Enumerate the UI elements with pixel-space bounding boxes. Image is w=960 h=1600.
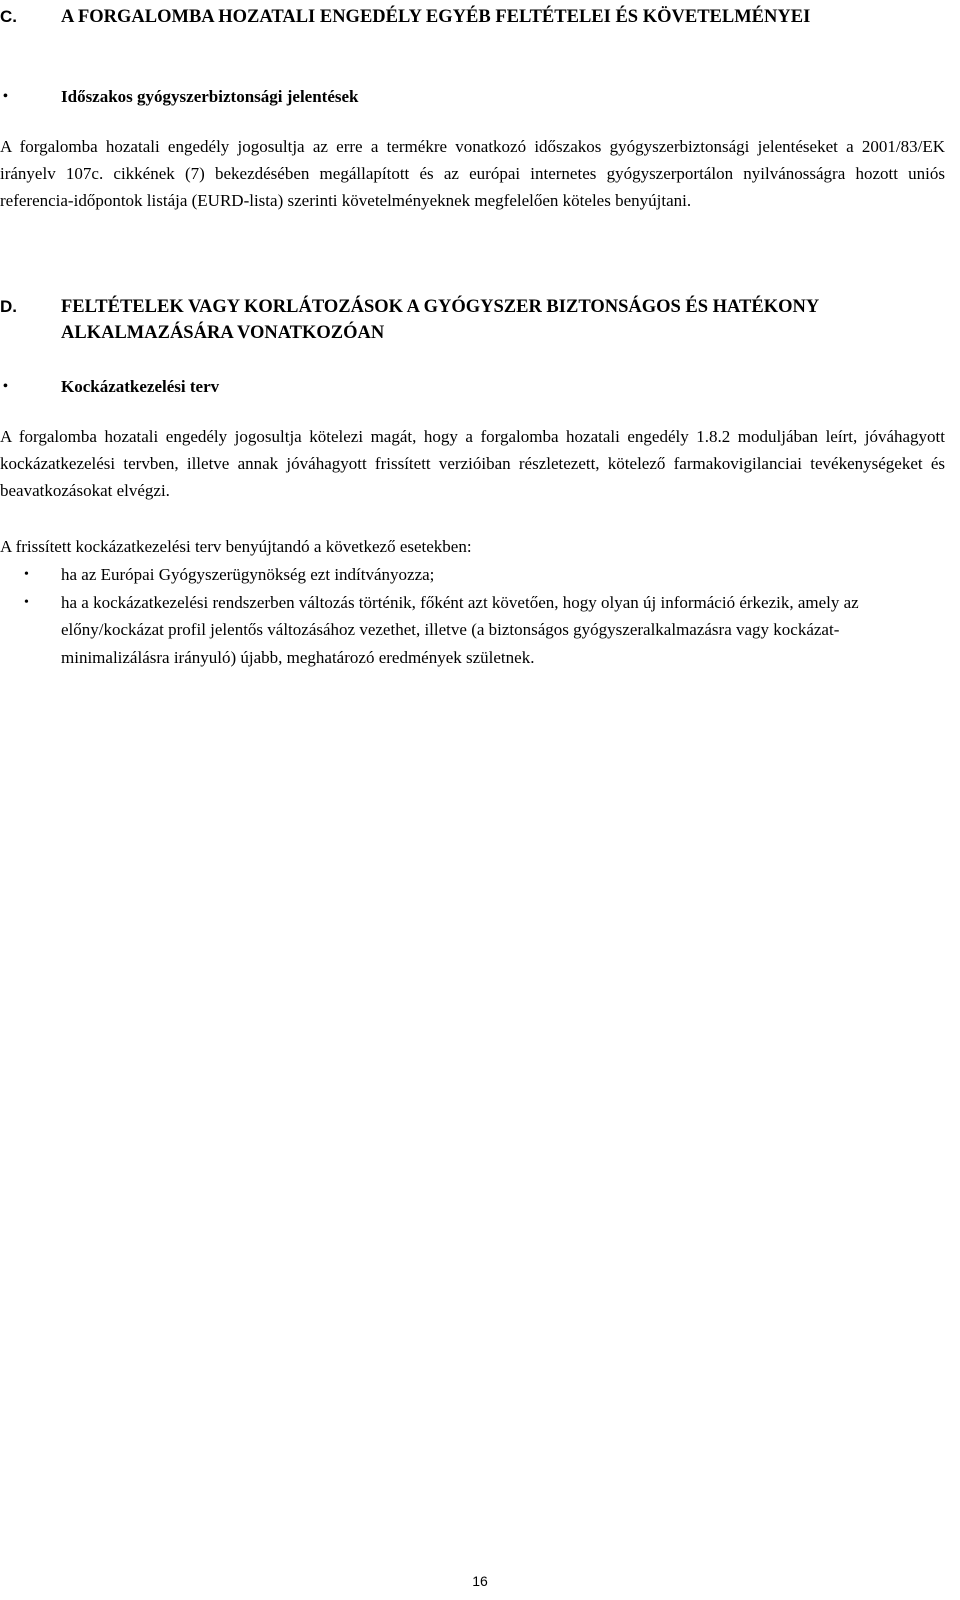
page-number: 16: [472, 1573, 488, 1589]
list-item: [0, 561, 945, 589]
list-item-text: ha a kockázatkezelési rendszerben változás történik, főként azt követően, hogy olyan új információ érkezik, amely az előny/kockázat profil jelentős változásához vezethet, illetve (a biztonságos gyógyszeralkalmazásra vagy kockázat-minimalizálásra irányuló) újabb, meghatározó eredmények születnek.: [61, 592, 859, 667]
section-d-item-title: [0, 374, 900, 400]
bullet-icon: •: [24, 594, 29, 610]
section-d-paragraph-1: A forgalomba hozatali engedély jogosultja kötelezi magát, hogy a forgalomba hozatali engedély 1.8.2 moduljában leírt, jóváhagyott kockázatkezelési tervben, illetve annak jóváhagyott frissített verzióiban részletezett, kötelező farmakovigilanciai tevékenységeket és beavatkozásokat elvégzi.: [0, 427, 945, 500]
section-d-paragraph-2: A frissített kockázatkezelési terv benyújtandó a következő esetekben:: [0, 537, 472, 556]
bullet-icon: •: [24, 567, 29, 582]
list-item-text: ha az Európai Gyógyszerügynökség ezt indítványozza;: [61, 565, 435, 584]
section-c-paragraph: A forgalomba hozatali engedély jogosultja az erre a termékre vonatkozó időszakos gyógyszerbiztonsági jelentéseket a 2001/83/EK irányelv 107c. cikkének (7) bekezdésében megállapított és az európai internetes gyógyszerportálon nyilvánosságra hozott uniós referencia-időpontok listája (EURD-lista) szerinti követelményeknek megfelelően köteles benyújtani.: [0, 137, 945, 210]
section-d-number: D.: [0, 297, 17, 316]
section-c-number: C.: [0, 7, 17, 26]
section-c-heading: [0, 4, 900, 30]
section-c-item-title-text: Időszakos gyógyszerbiztonsági jelentések: [61, 87, 359, 106]
section-d-title: FELTÉTELEK VAGY KORLÁTOZÁSOK A GYÓGYSZER BIZTONSÁGOS ÉS HATÉKONY ALKALMAZÁSÁRA VONATKOZÓAN: [61, 297, 819, 343]
section-d-item-title-text: Kockázatkezelési terv: [61, 377, 220, 396]
update-conditions-list: [0, 561, 945, 671]
section-d-heading: [0, 294, 900, 346]
section-c-title: A FORGALOMBA HOZATALI ENGEDÉLY EGYÉB FELTÉTELEI ÉS KÖVETELMÉNYEI: [61, 7, 811, 27]
section-c-item-title: [0, 84, 900, 110]
bullet-icon: •: [3, 379, 8, 394]
list-item: [0, 589, 945, 672]
bullet-icon: •: [3, 89, 8, 104]
